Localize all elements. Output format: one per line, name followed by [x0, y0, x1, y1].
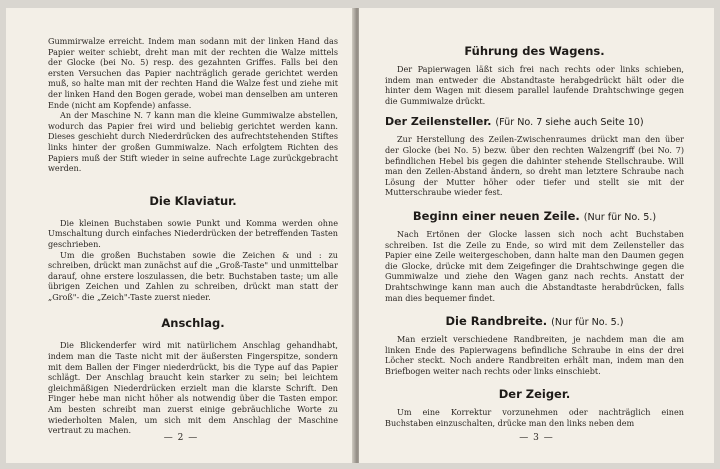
heading-klaviatur: Die Klaviatur. — [149, 193, 237, 208]
heading-zeilensteller — [385, 115, 684, 128]
paragraph-randbreite: Man erzielt verschiedene Randbreiten, je nachdem man die am linken Ende des Papierwagens befindliche Schraube in eins der drei Löcher steckt. Noch andere Randbreiten erhält man, indem man den Briefbogen weiter nach rechts oder links einschiebt. — [385, 334, 684, 376]
right-page — [359, 8, 714, 463]
paragraph-gummiwalze: Gummirwalze erreicht. Indem man sodann mit der linken Hand das Papier weiter schiebt, dreht man mit der rechten die Walze mittels der Glocke (bei No. 5) resp. des gezahnten Griffes. Falls bei den ersten Versuchen das Papier nachträglich gerade gerichtet werden muß, so halte man mit der rechten Hand die Walze fest und ziehe mit der linken Hand den Bogen gerade, wobei man denselben am unteren Ende (nicht am Kopfende) anfasse. — [48, 36, 338, 110]
heading-zeilensteller-title: Der Zeilensteller. — [385, 115, 492, 129]
paragraph-neue-zeile: Nach Ertönen der Glocke lassen sich noch acht Buchstaben schreiben. Ist die Zeile zu Ende, so wird mit dem Zeilensteller das Papier eine Zeile weitergeschoben, dann halte man den Daumen gegen die Glocke, drücke mit dem Zeigefinger die Drahtschwinge gegen die Gummiwalze und ziehe den Wagen ganz nach rechts. Anstatt der Drahtschwinge kann man auch die Abstandtaste herabdrücken, falls man dies bequemer findet. — [385, 228, 684, 303]
heading-neue-zeile-note: (Nur für No. 5.) — [583, 211, 657, 223]
heading-anschlag: Anschlag. — [161, 316, 225, 331]
heading-randbreite-note: (Nur für No. 5.) — [551, 317, 624, 329]
paragraph-machine-7: An der Maschine N. 7 kann man die kleine Gummiwalze abstellen, wodurch das Papier frei wird und beliebig gerichtet werden kann. Dieses geschieht durch Niederdrücken des aufrechtstehenden Stiftes links hinter der großen Gummiwalze. Nach erfolgtem Richten des Papiers muß der Stift wieder in seine aufrechte Lage zurückgebracht werden. — [48, 110, 338, 174]
heading-zeilensteller-note: (Für No. 7 siehe auch Seite 10) — [495, 117, 644, 129]
heading-randbreite-title: Die Randbreite. — [445, 314, 548, 329]
heading-neue-zeile-title: Beginn einer neuen Zeile. — [412, 208, 580, 223]
heading-randbreite — [385, 314, 684, 328]
heading-fuehrung: Führung des Wagens. — [464, 44, 605, 58]
paragraph-klaviatur-2: Um die großen Buchstaben sowie die Zeichen & und : zu schreiben, drückt man zunächst auf die „Groß-Taste" und unmittelbar darauf, ohne erstere loszulassen, die betr. Buchstaben taste; um alle übrigen Zeichen und Zahlen zu schreiben, drückt man statt der „Groß"- die „Zeich"-Taste zuerst nieder. — [48, 249, 338, 302]
heading-neue-zeile — [385, 209, 684, 223]
paragraph-klaviatur-1: Die kleinen Buchstaben sowie Punkt und Komma werden ohne Umschaltung durch einfaches Niederdrücken der betreffenden Tasten geschrieben. — [48, 217, 338, 249]
paragraph-fuehrung: Der Papierwagen läßt sich frei nach rechts oder links schieben, indem man entweder die Abstandtaste herabgedrückt hält oder die hinter dem Wagen mit diesem parallel laufende Drahtschwinge gegen die Gummiwalze drückt. — [385, 64, 684, 106]
left-page — [6, 8, 356, 463]
page-number-right: — 3 — — [519, 433, 554, 443]
page-number-left: — 2 — — [163, 433, 199, 443]
heading-zeiger: Der Zeiger. — [498, 387, 571, 402]
paragraph-zeilensteller: Zur Herstellung des Zeilen-Zwischenraumes drückt man den über der Glocke (bei No. 5) bezw. über den rechten Walzengriff (bei No. 7) befindlichen Hebel bis gegen die dahinter stehende Stellschraube. Will man den Zeilen-Abstand ändern, so dreht man letztere Schraube nach Lösung der Mutter höher oder tiefer und stellt sie mit der Mutterschraube wieder fest. — [385, 134, 684, 198]
paragraph-anschlag: Die Blickenderfer wird mit natürlichem Anschlag gehandhabt, indem man die Taste nicht mit der äußersten Fingerspitze, sondern mit dem Ballen der Finger niederdrückt, bis die Type auf das Papier schlägt. Der Anschlag braucht kein starker zu sein; bei leichtem gleichmäßigen Niederdrücken erzielt man die klarste Schrift. Den Finger hebe man nicht höher als notwendig über die Tasten empor. Am besten schreibt man zuerst einige gebräuchliche Worte zu wiederholten Malen, um sich mit dem Anschlag der Maschine vertraut zu machen. — [48, 340, 338, 436]
paragraph-zeiger: Um eine Korrektur vorzunehmen oder nachträglich einen Buchstaben einzuschalten, drücke man den links neben dem — [385, 407, 684, 429]
